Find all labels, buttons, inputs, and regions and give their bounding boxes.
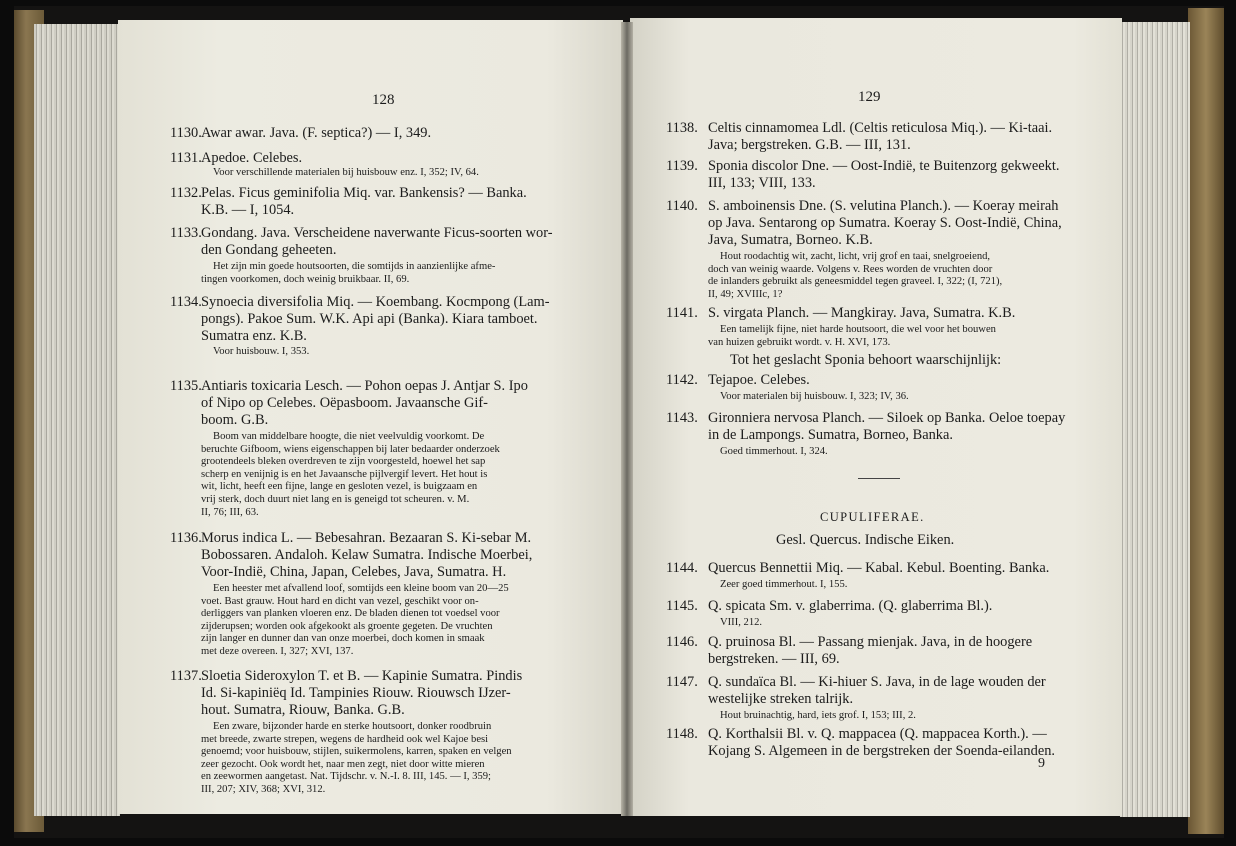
entry-note: Goed timmerhout. I, 324. [720,446,828,457]
right-page-stack [1120,22,1190,817]
entry-note: met deze overeen. I, 327; XVI, 137. [201,645,354,657]
entry-line: Awar awar. Java. (F. septica?) — I, 349. [201,125,432,141]
entry-note: grootendeels bleken overdreven te zijn voorgesteld, hoewel het sap [201,456,486,468]
entry-line: Morus indica L. — Bebesahran. Bezaaran S. Ki-sebar M. [201,530,532,546]
entry-line: den Gondang geheeten. [201,242,337,258]
entry-line: Antiaris toxicaria Lesch. — Pohon oepas J. Antjar S. Ipo [201,378,528,394]
entry-line: Pelas. Ficus geminifolia Miq. var. Bankensis? — Banka. [201,185,527,201]
entry-number: 1137. [170,668,202,684]
entry-line: boom. G.B. [201,412,269,428]
entry-note: zijderupsen; worden ook afgekookt als groente gegeten. De vruchten [201,620,493,632]
entry-line: Sponia discolor Dne. — Oost-Indië, te Buitenzorg gekweekt. [708,158,1060,174]
entry-number: 1144. [666,560,698,576]
entry-line: Kojang S. Algemeen in de bergstreken der Soenda-eilanden. [708,743,1056,759]
entry-number: 1143. [666,410,698,426]
entry-line: op Java. Sentarong op Sumatra. Koeray S. Oost-Indië, China, [708,215,1062,231]
entry-line: pongs). Pakoe Sum. W.K. Api api (Banka). Kiara tamboet. [201,311,538,327]
entry-line: Apedoe. Celebes. [201,150,303,166]
entry-number: 1135. [170,378,202,394]
entry-number: 1145. [666,598,698,614]
entry-line: bergstreken. — III, 69. [708,651,840,667]
entry-line: Gondang. Java. Verscheidene naverwante Ficus-soorten wor- [201,225,553,241]
entry-note: scherp en venijnig is en het Javaansche pijlvergif levert. Het hout is [201,468,488,480]
entry-number: 1132. [170,185,202,201]
entry-line: S. amboinensis Dne. (S. velutina Planch.). — Koeray meirah [708,198,1059,214]
entry-line: Java; bergstreken. G.B. — III, 131. [708,137,911,153]
entry-line: Q. pruinosa Bl. — Passang mienjak. Java, in de hoogere [708,634,1033,650]
entry-note: Een tamelijk fijne, niet harde houtsoort, die wel voor het bouwen [720,324,996,335]
entry-note: de inlanders gebruikt als geneesmiddel tegen graveel. I, 322; (I, 721), [708,276,1003,288]
entry-line: Synoecia diversifolia Miq. — Koembang. Kocmpong (Lam- [201,294,550,310]
entry-note: beruchte Gifboom, wiens eigenschappen bij later bedaarder onderzoek [201,443,500,455]
entry-note: Voor materialen bij huisbouw. I, 323; IV, 36. [720,391,909,402]
entry-line: Sloetia Sideroxylon T. et B. — Kapinie Sumatra. Pindis [201,668,523,684]
entry-note: genoemd; voor huisbouw, stijlen, suikermolens, karren, spaken en velgen [201,746,512,758]
entry-note: en zeewormen aangetast. Nat. Tijdschr. v. N.-I. 8. III, 145. — I, 359; [201,771,491,783]
entry-number: 1136. [170,530,202,546]
page-number-left: 128 [372,92,395,108]
entry-line: Gironniera nervosa Planch. — Siloek op Banka. Oeloe toepay [708,410,1066,426]
entry-line: Q. sundaïca Bl. — Ki-hiuer S. Java, in de lage wouden der [708,674,1046,690]
sponia-note: Tot het geslacht Sponia behoort waarschijnlijk: [730,352,1002,368]
book-gutter [621,22,633,816]
genus-heading: Gesl. Quercus. Indische Eiken. [776,532,955,548]
entry-note: zijn langer en dunner dan van onze moerbei, doch komen in smaak [201,633,485,645]
entry-number: 1134. [170,294,202,310]
entry-note: Het zijn min goede houtsoorten, die somtijds in aanzienlijke afme- [213,261,496,272]
entry-line: Tejapoe. Celebes. [708,372,810,388]
entry-line: Q. spicata Sm. v. glaberrima. (Q. glaberrima Bl.). [708,598,993,614]
entry-note: zeer gezocht. Ook wordt het, naar men zegt, niet door witte mieren [201,758,485,770]
entry-note: Een heester met afvallend loof, somtijds een kleine boom van 20—25 [213,583,509,594]
entry-note: Boom van middelbare hoogte, die niet veelvuldig voorkomt. De [213,431,485,442]
entry-note: met breede, zwarte strepen, wegens de hardheid ook wel Kajoe besi [201,733,489,745]
entry-line: of Nipo op Celebes. Oëpasboom. Javaansche Gif- [201,395,488,411]
entry-line: K.B. — I, 1054. [201,202,295,218]
entry-note: Hout roodachtig wit, zacht, licht, vrij grof en taai, snelgroeiend, [720,251,991,262]
entry-line: Quercus Bennettii Miq. — Kabal. Kebul. Boenting. Banka. [708,560,1050,576]
entry-number: 1133. [170,225,202,241]
entry-number: 1148. [666,726,698,742]
section-divider [858,478,900,479]
entry-line: westelijke streken talrijk. [708,691,854,707]
entry-note: wit, licht, heeft een fijne, lange en gesloten vezel, is buigzaam en [201,481,478,493]
entry-line: Sumatra enz. K.B. [201,328,307,344]
entry-number: 1139. [666,158,698,174]
entry-line: hout. Sumatra, Riouw, Banka. G.B. [201,702,405,718]
entry-line: Q. Korthalsii Bl. v. Q. mappacea (Q. mappacea Korth.). — [708,726,1047,742]
entry-number: 1142. [666,372,698,388]
entry-note: tingen voorkomen, doch weinig bruikbaar. II, 69. [201,273,410,285]
entry-note: II, 76; III, 63. [201,506,259,518]
entry-note: Voor huisbouw. I, 353. [213,346,310,357]
signature-mark: 9 [1038,756,1045,771]
entry-line: Bobossaren. Andaloh. Kelaw Sumatra. Indische Moerbei, [201,547,533,563]
left-page-stack [34,24,120,816]
family-heading: CUPULIFERAE. [820,510,925,524]
entry-line: in de Lampongs. Sumatra, Borneo, Banka. [708,427,953,443]
entry-note: vrij sterk, doch duurt niet lang en is geneigd tot scheuren. v. M. [201,493,470,505]
entry-line: Celtis cinnamomea Ldl. (Celtis reticulosa Miq.). — Ki-taai. [708,120,1053,136]
entry-number: 1131. [170,150,202,166]
entry-note: III, 207; XIV, 368; XVI, 312. [201,783,326,795]
entry-note: II, 49; XVIIIc, 1? [708,288,783,300]
entry-note: VIII, 212. [720,617,763,628]
entry-number: 1146. [666,634,698,650]
entry-note: Voor verschillende materialen bij huisbouw enz. I, 352; IV, 64. [213,167,479,178]
entry-note: van huizen gebruikt wordt. v. H. XVI, 173. [708,336,891,348]
entry-line: Voor-Indië, China, Japan, Celebes, Java, Sumatra. H. [201,564,507,580]
entry-line: III, 133; VIII, 133. [708,175,816,191]
entry-note: doch van weinig waarde. Volgens v. Rees worden de vruchten door [708,263,993,275]
entry-note: voet. Bast grauw. Hout hard en dicht van vezel, geschikt voor on- [201,595,479,607]
entry-note: Een zware, bijzonder harde en sterke houtsoort, donker roodbruin [213,721,492,732]
entry-line: S. virgata Planch. — Mangkiray. Java, Sumatra. K.B. [708,305,1016,321]
entry-number: 1130. [170,125,202,141]
entry-number: 1140. [666,198,698,214]
entry-number: 1147. [666,674,698,690]
entry-number: 1138. [666,120,698,136]
entry-note: Hout bruinachtig, hard, iets grof. I, 153; III, 2. [720,710,916,721]
entry-number: 1141. [666,305,698,321]
page-number-right: 129 [858,89,881,105]
entry-line: Id. Si-kapiniëq Id. Tampinies Riouw. Riouwsch IJzer- [201,685,511,701]
entry-note: derliggers van planken vloeren enz. De bladen dienen tot voedsel voor [201,608,500,620]
entry-line: Java, Sumatra, Borneo. K.B. [708,232,873,248]
entry-note: Zeer goed timmerhout. I, 155. [720,579,848,590]
right-cover-edge [1188,8,1224,834]
